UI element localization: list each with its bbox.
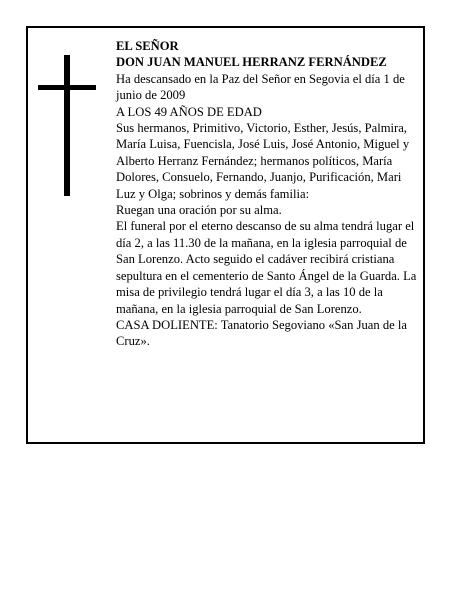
family-list: Sus hermanos, Primitivo, Victorio, Esther, Jesús, Palmira, María Luisa, Fuencisla, José Luis, José Antonio, Miguel y Alberto Herranz Fernández; hermanos políticos, María Dolores, Consuelo, Fernando, Juanjo, Purificación, Mari Luz y Olga; sobrinos y demás familia:	[116, 121, 410, 201]
death-statement: Ha descansado en la Paz del Señor en Segovia el día 1 de junio de 2009	[116, 71, 405, 103]
obituary-text	[116, 38, 421, 350]
notice-title: EL SEÑOR	[116, 39, 179, 53]
deceased-name: DON JUAN MANUEL HERRANZ FERNÁNDEZ	[116, 55, 387, 70]
funeral-home: CASA DOLIENTE: Tanatorio Segoviano «San Juan de la Cruz».	[116, 317, 407, 349]
cross-horizontal-bar	[38, 85, 96, 90]
cross-vertical-bar	[64, 55, 70, 196]
prayer-request: Ruegan una oración por su alma.	[116, 203, 282, 218]
services-info: El funeral por el eterno descanso de su alma tendrá lugar el día 2, a las 11.30 de la mañana, en la iglesia parroquial de San Lorenzo. Acto seguido el cadáver recibirá cristiana sepultura en el cementerio de Santo Ángel de la Guarda. La misa de privilegio tendrá lugar el día 3, a las 10 de la mañana, en la iglesia parroquial de San Lorenzo.	[116, 219, 417, 316]
age-line: A LOS 49 AÑOS DE EDAD	[116, 104, 262, 119]
